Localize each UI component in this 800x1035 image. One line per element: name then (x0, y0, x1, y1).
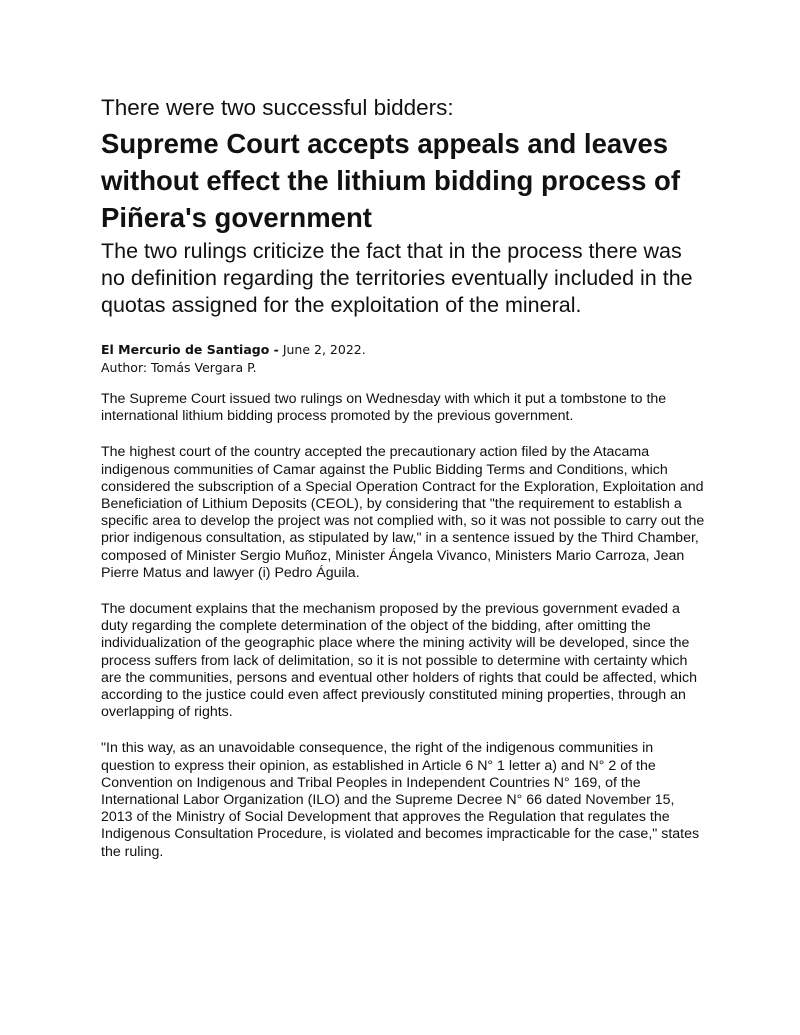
article-kicker: There were two successful bidders: (101, 95, 454, 120)
source-name: El Mercurio de Santiago - (101, 342, 279, 357)
paragraph: "In this way, as an unavoidable consequence, the right of the indigenous communities in question to express their opinion, as established in Article 6 N° 1 letter a) and N° 2 of the Convention on Indigenous and Tribal Peoples in Independent Countries N° 169, of the International Labor Organization (ILO) and the Supreme Decree N° 66 dated November 15, 2013 of the Ministry of Social Development that approves the Regulation that regulates the Indigenous Consultation Procedure, is violated and becomes impracticable for the case," states the ruling. (101, 740, 700, 860)
paragraph: The document explains that the mechanism proposed by the previous government evaded a duty regarding the complete determination of the object of the bidding, after omitting the individualization of the geographic place where the mining activity will be developed, since the process suffers from lack of delimitation, so it is not possible to determine with certainty which are the communities, persons and eventual other holders of rights that could be affected, which according to the justice could even affect previously constituted mining properties, through an overlapping of rights. (101, 601, 697, 721)
article-body (101, 391, 706, 861)
article-headline: Supreme Court accepts appeals and leaves without effect the lithium bidding process of Piñera's government (101, 128, 681, 233)
article-subheadline: The two rulings criticize the fact that in the process there was no definition regarding the territories eventually included in the quotas assigned for the exploitation of the mineral. (101, 239, 693, 317)
paragraph: The Supreme Court issued two rulings on Wednesday with which it put a tombstone to the international lithium bidding process promoted by the previous government. (101, 391, 667, 425)
paragraph: The highest court of the country accepted the precautionary action filed by the Atacama indigenous communities of Camar against the Public Bidding Terms and Conditions, which considered the subscription of a Special Operation Contract for the Exploration, Exploitation and Beneficiation of Lithium Deposits (CEOL), by considering that "the requirement to establish a specific area to develop the project was not complied with, so it was not possible to carry out the prior indigenous consultation, as stipulated by law," in a sentence issued by the Third Chamber, composed of Minister Sergio Muñoz, Minister Ángela Vivanco, Ministers Mario Carroza, Jean Pierre Matus and lawyer (i) Pedro Águila. (101, 444, 705, 581)
source-line (101, 341, 706, 359)
article-meta (101, 341, 706, 377)
author-line: Author: Tomás Vergara P. (101, 360, 257, 375)
article (101, 95, 706, 880)
publish-date: June 2, 2022. (282, 342, 366, 357)
